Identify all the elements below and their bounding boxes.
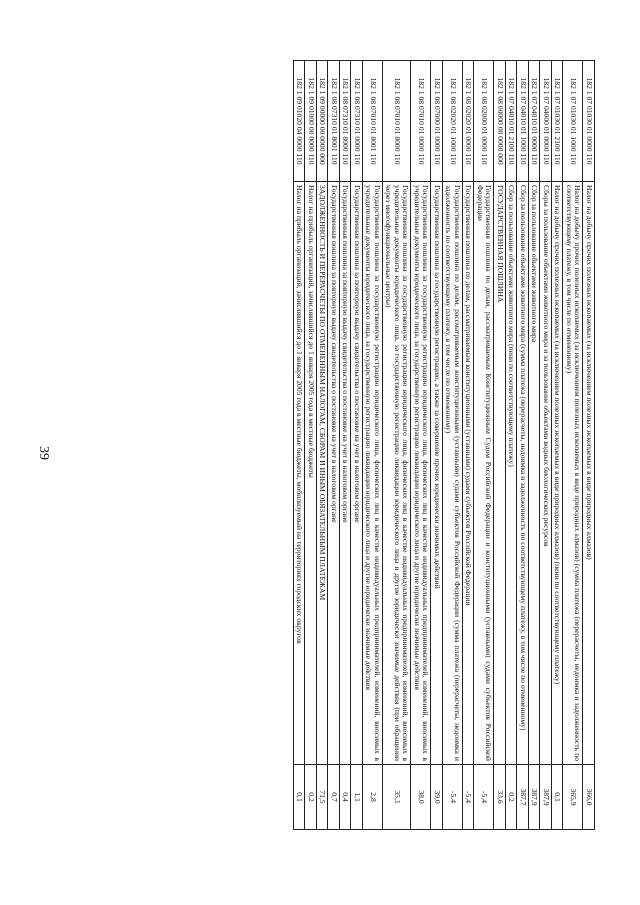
table-row [494, 61, 506, 830]
item-name-cell: Государственная пошлина по делам, рассматриваемым Конституционным Судом Российской Федерации и конституционными (уставными) судами субъектов Российской Федерации [474, 182, 494, 765]
table-row [583, 61, 595, 830]
amount-cell: 365,9 [563, 765, 583, 830]
budget-code-cell: 182 1 08 07310 01 8000 110 [340, 61, 352, 182]
budget-code-cell: 182 1 09 01020 04 0000 110 [294, 61, 306, 182]
budget-code-cell: 182 1 08 07310 01 8001 110 [328, 61, 340, 182]
item-name-cell: ГОСУДАРСТВЕННАЯ ПОШЛИНА [494, 182, 506, 765]
table-row [552, 61, 564, 830]
table-row [383, 61, 412, 830]
amount-cell: 38,0 [411, 765, 431, 830]
item-name-cell: Государственная пошлина за государственную регистрацию юридического лица, физических лиц в качестве индивидуальных предпринимателей, изменений, вносимых в учредительные документы юридического лица, за государственную регистрацию ликвидации юридического лица и другие юридически значимые действия [363, 182, 383, 765]
table-row [431, 61, 443, 830]
budget-code-cell: 182 1 07 04010 01 1000 110 [517, 61, 529, 182]
amount-cell: 387,9 [540, 765, 552, 830]
table-row [517, 61, 529, 830]
budget-code-cell: 182 1 08 00000 00 0000 000 [494, 61, 506, 182]
item-name-cell: Сбор за пользование объектами животного мира (пени по соответствующему платежу) [506, 182, 518, 765]
budget-code-cell: 182 1 08 07000 01 0000 110 [431, 61, 443, 182]
budget-code-cell: 182 1 08 07310 01 0000 110 [351, 61, 363, 182]
table-row [411, 61, 431, 830]
amount-cell: -5,4 [463, 765, 475, 830]
table-row [363, 61, 383, 830]
table-row [305, 61, 317, 830]
budget-code-cell: 182 1 07 01030 01 1000 110 [563, 61, 583, 182]
budget-code-cell: 182 1 09 01000 00 0000 110 [305, 61, 317, 182]
rotated-page [90, 60, 595, 830]
amount-cell: 1,1 [351, 765, 363, 830]
page-number: 39 [36, 446, 51, 460]
item-name-cell: Налог на добычу прочих полезных ископаемых (за исключением полезных ископаемых в виде природных алмазов) (сумма платежа (перерасчеты, недоимка и задолженность по соответствующему платежу, в том числе по отмененному) [563, 182, 583, 765]
amount-cell: 0,4 [340, 765, 352, 830]
item-name-cell: Налог на добычу прочих полезных ископаемых (за исключением полезных ископаемых в виде природных алмазов) (пени по соответствующему платежу) [552, 182, 564, 765]
item-name-cell: Налог на прибыль организаций, зачислявшийся до 1 января 2005 года в местные бюджеты [305, 182, 317, 765]
budget-code-cell: 182 1 07 01030 01 2100 110 [552, 61, 564, 182]
table-row [328, 61, 340, 830]
budget-code-cell: 182 1 08 02020 01 1000 110 [443, 61, 463, 182]
table-row [563, 61, 583, 830]
budget-table [293, 60, 595, 830]
budget-code-cell: 182 1 08 07010 01 0000 110 [411, 61, 431, 182]
budget-code-cell: 182 1 09 00000 00 0000 000 [317, 61, 329, 182]
table-row [340, 61, 352, 830]
item-name-cell: Налог на добычу прочих полезных ископаемых (за исключением полезных ископаемых в виде природных алмазов) [583, 182, 595, 765]
item-name-cell: Государственная пошлина за повторную выдачу свидетельства о постановке на учет в налоговом органе [340, 182, 352, 765]
amount-cell: 387,7 [517, 765, 529, 830]
amount-cell: 387,9 [529, 765, 541, 830]
item-name-cell: Государственная пошлина за государственную регистрацию, а также за совершение прочих юридически значимых действий [431, 182, 443, 765]
amount-cell: 0,2 [506, 765, 518, 830]
budget-code-cell: 182 1 07 04010 01 2100 110 [506, 61, 518, 182]
budget-code-cell: 182 1 07 04010 01 0000 110 [529, 61, 541, 182]
item-name-cell: Государственная пошлина за государственную регистрацию юридического лица, физических лиц в качестве индивидуальных предпринимателей, изменений, вносимых в учредительные документы юридического лица, за государственную регистрацию ликвидации юридического лица и другие юридически значимые действия [411, 182, 431, 765]
amount-cell: 0,1 [552, 765, 564, 830]
amount-cell: 0,7 [328, 765, 340, 830]
item-name-cell: Государственная пошлина за повторную выдачу свидетельства о постановке на учет в налоговом органе [351, 182, 363, 765]
budget-code-cell: 182 1 07 04000 01 0000 110 [540, 61, 552, 182]
amount-cell: 39,0 [431, 765, 443, 830]
item-name-cell: Сборы за пользование объектами животного мира и за пользование объектами водных биологических ресурсов [540, 182, 552, 765]
item-name-cell: Государственная пошлина по делам, рассматриваемым конституционными (уставными) судами субъектов Российской Федерации (сумма платежа (перерасчеты, недоимка и задолженность по соответствующему платежу, в том числе по отмененному) [443, 182, 463, 765]
item-name-cell: Государственная пошлина за повторную выдачу свидетельства о постановке на учет в налоговом органе [328, 182, 340, 765]
table-row [443, 61, 463, 830]
table-row [317, 61, 329, 830]
table-row [474, 61, 494, 830]
budget-code-cell: 182 1 07 01030 01 0000 110 [583, 61, 595, 182]
budget-code-cell: 182 1 08 07010 01 8000 110 [383, 61, 412, 182]
amount-cell: 35,1 [383, 765, 412, 830]
item-name-cell: Сбор за пользование объектами животного мира [529, 182, 541, 765]
amount-cell: 2,8 [363, 765, 383, 830]
item-name-cell: Государственная пошлина по делам, рассматриваемым конституционными (уставными) судами субъектов Российской Федерации [463, 182, 475, 765]
item-name-cell: Сбор за пользование объектами животного мира (сумма платежа (перерасчеты, недоимка и задолженность по соответствующему платежу, в том числе по отмененному) [517, 182, 529, 765]
table-row [506, 61, 518, 830]
table-row [294, 61, 306, 830]
table-row [351, 61, 363, 830]
amount-cell: 33,6 [494, 765, 506, 830]
amount-cell: 0,2 [305, 765, 317, 830]
item-name-cell: Налог на прибыль организаций, зачислявшийся до 1 января 2005 года в местные бюджеты, мобилизуемый на территориях городских округов [294, 182, 306, 765]
budget-code-cell: 182 1 08 07010 01 8001 110 [363, 61, 383, 182]
amount-cell: 71,5 [317, 765, 329, 830]
budget-code-cell: 182 1 08 02020 01 0000 110 [463, 61, 475, 182]
table-row [463, 61, 475, 830]
amount-cell: -5,4 [443, 765, 463, 830]
amount-cell: 0,1 [294, 765, 306, 830]
budget-code-cell: 182 1 08 02000 01 0000 110 [474, 61, 494, 182]
amount-cell: -5,4 [474, 765, 494, 830]
item-name-cell: Государственная пошлина за государственную регистрацию юридического лица, физических лиц в качестве индивидуальных предпринимателей, изменений, вносимых в учредительные документы юридического лица, за государственную регистрацию ликвидации юридического лица и другие юридически значимые действия (при обращении через многофункциональные центры) [383, 182, 412, 765]
item-name-cell: ЗАДОЛЖЕННОСТЬ И ПЕРЕРАСЧЕТЫ ПО ОТМЕНЕННЫМ НАЛОГАМ, СБОРАМ И ИНЫМ ОБЯЗАТЕЛЬНЫМ ПЛАТЕЖАМ [317, 182, 329, 765]
amount-cell: 366,0 [583, 765, 595, 830]
table-row [540, 61, 552, 830]
table-row [529, 61, 541, 830]
